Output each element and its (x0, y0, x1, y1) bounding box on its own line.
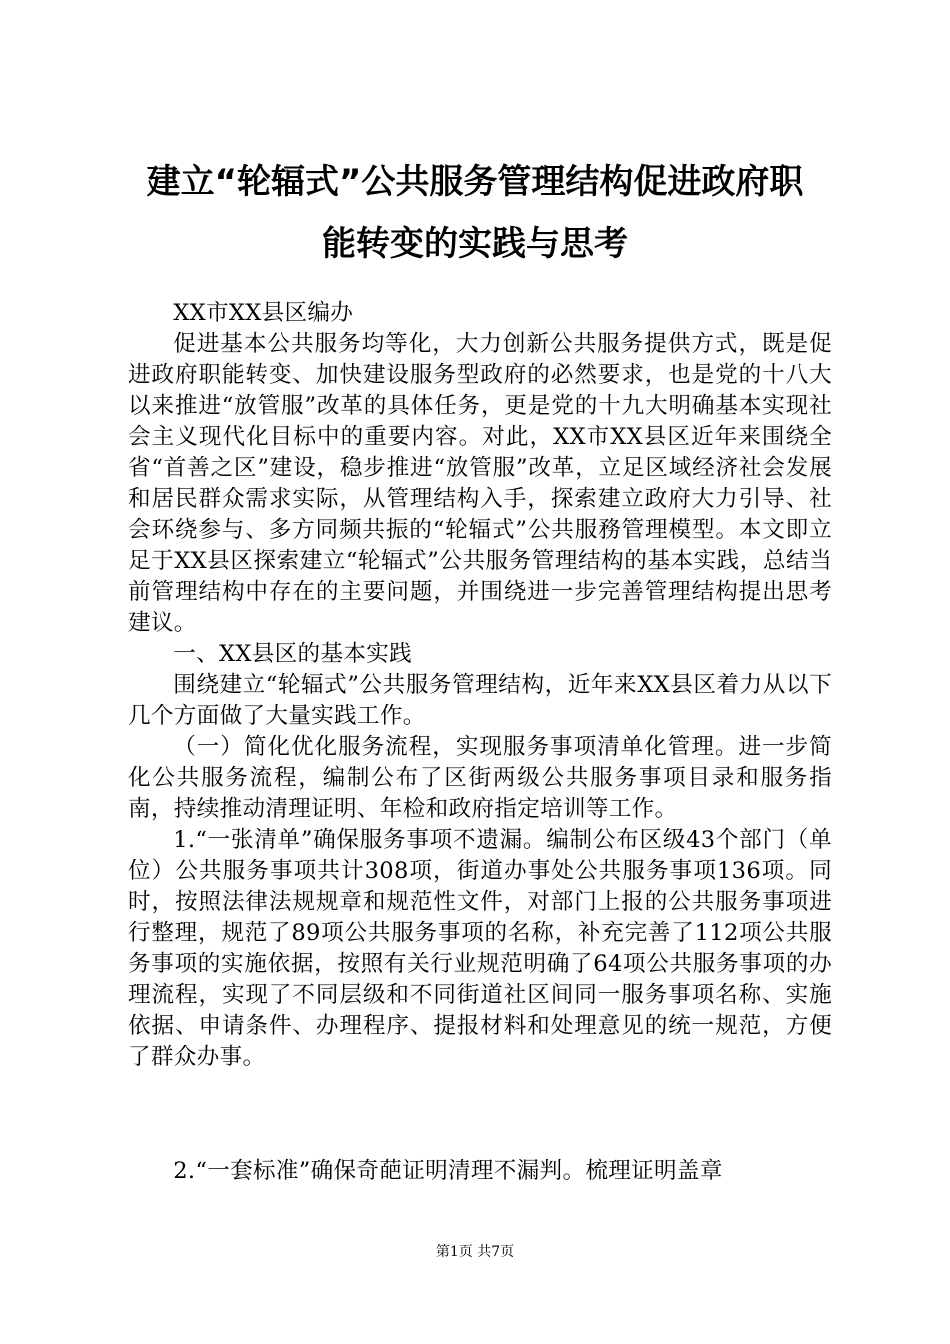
document-title-line-2: 能转变的实践与思考 (322, 224, 628, 264)
document-title-line-1: 建立“轮辐式”公共服务管理结构促进政府职 (146, 162, 804, 202)
author-line: XX市XX县区编办 (173, 300, 354, 326)
page-footer: 第1页 共7页 (435, 1244, 515, 1260)
paragraph-intro: 促进基本公共服务均等化，大力创新公共服务提供方式，既是促进政府职能转变、加快建设服务型政府的必然要求，也是党的十八大以来推进“放管服”改革的具体任务，更是党的十九大明确基本实现社会主义现代化目标中的重要内容。对此，XX市XX县区近年来围绕全省“首善之区”建设，稳步推进“放管服”改革，立足区域经济社会发展和居民群众需求实际，从管理结构入手，探索建立政府大力引导、社会环绕参与、多方同频共振的“轮辐式”公共服務管理模型。本文即立足于XX县区探索建立“轮辐式”公共服务管理结构的基本实践，总结当前管理结构中存在的主要问题，并围绕进一步完善管理结构提出思考建议。 (128, 331, 832, 636)
document-body-continued (128, 1156, 832, 1187)
paragraph-item-1: 1.“一张清单”确保服务事项不遗漏。编制公布区级43个部门（单位）公共服务事项共计308项，街道办事处公共服务事项136项。同时，按照法律法规规章和规范性文件，对部门上报的公共服务事项进行整理，规范了89项公共服务事项的名称，补充完善了112项公共服务事项的实施依据，按照有关行业规范明确了64项公共服务事项的办理流程，实现了不同层级和不同街道社区间同一服务事项名称、实施依据、申请条件、办理程序、提报材料和处理意见的统一规范，方便了群众办事。 (128, 827, 832, 1070)
document-body (128, 298, 832, 1073)
paragraph-subsection-1: （一）简化优化服务流程，实现服务事项清单化管理。进一步简化公共服务流程，编制公布了区街两级公共服务事项目录和服务指南，持续推动清理证明、年检和政府指定培训等工作。 (128, 734, 832, 822)
section-heading: 一、XX县区的基本实践 (173, 641, 413, 667)
paragraph-item-2: 2.“一套标准”确保奇葩证明清理不漏判。梳理证明盖章 (173, 1158, 723, 1184)
paragraph-section-intro: 围绕建立“轮辐式”公共服务管理结构，近年来XX县区着力从以下几个方面做了大量实践工作。 (128, 672, 832, 729)
